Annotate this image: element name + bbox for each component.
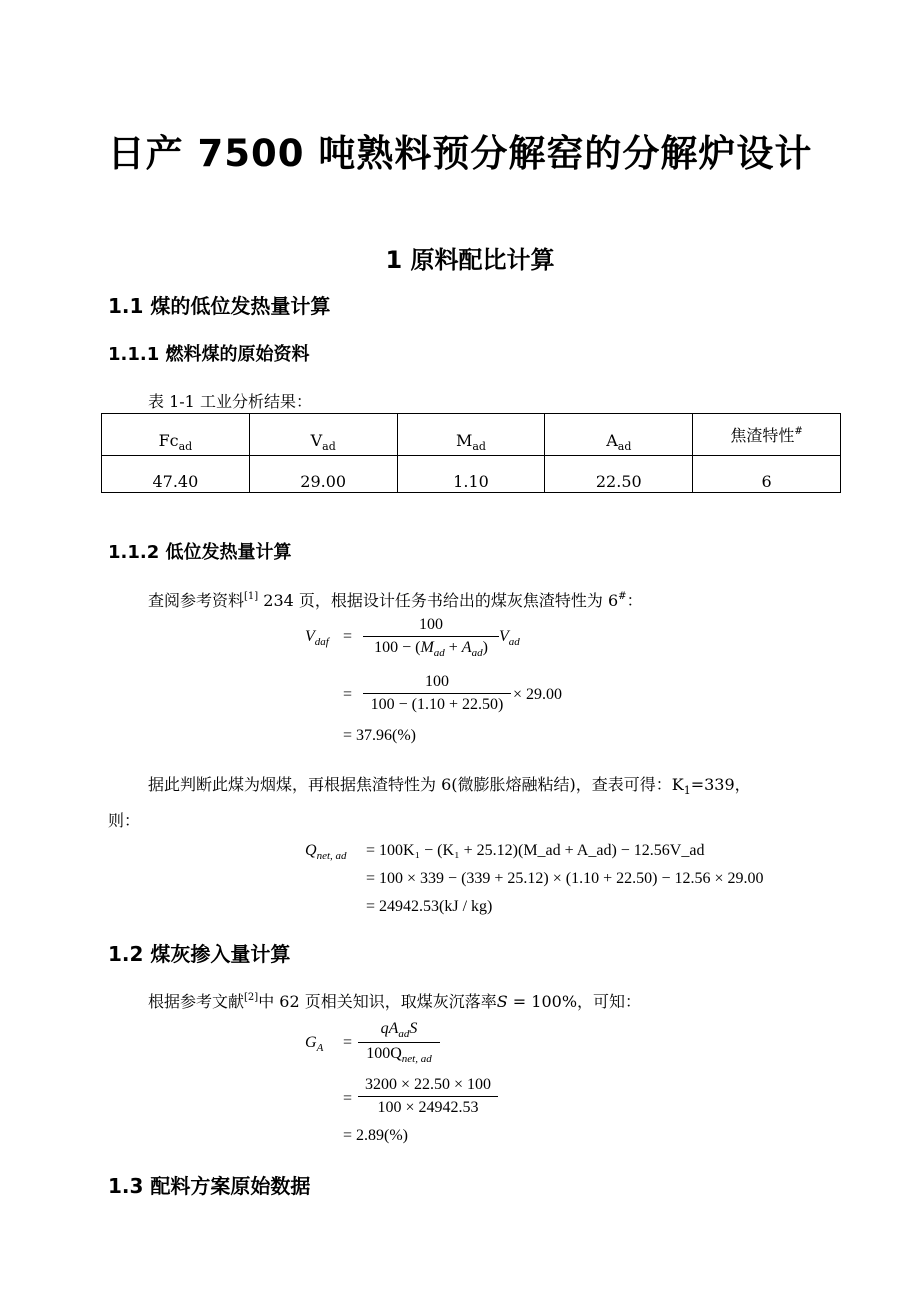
eq2-line-3: = 24942.53(kJ / kg) [366, 898, 493, 915]
eq1-equals-2: = [343, 686, 353, 703]
section-heading-1-1-1: 1.1.1 燃料煤的原始资料 [108, 344, 310, 365]
section-heading-1-1-2: 1.1.2 低位发热量计算 [108, 542, 292, 563]
table-cell: 1.10 [397, 456, 545, 493]
table-header-cell: $Fc_{ad}$ [102, 414, 250, 456]
paragraph-coal-type: 据此判断此煤为烟煤，再根据焦渣特性为 6(微膨胀熔融粘结)，查表可得：$K_1=339$， [148, 775, 751, 798]
eq3-result: = 2.89(%) [343, 1127, 409, 1144]
paragraph-reference-1: 查阅参考资料[1] 234 页，根据设计任务书给出的煤灰焦渣特性为 6#： [148, 591, 643, 610]
analysis-table [101, 413, 841, 493]
eq2-line-1: = 100K₁ − (K₁ + 25.12)(M_ad + A_ad) − 12.56V_ad [366, 842, 705, 859]
table-cell: 22.50 [545, 456, 693, 493]
table-header-cell: 焦渣特性# [693, 414, 841, 456]
eq1-fraction-1: 100 $100 - (M_{ad} + A_{ad})$ [363, 616, 499, 659]
table-header-cell: $A_{ad}$ [545, 414, 693, 456]
table-header-cell: $M_{ad}$ [397, 414, 545, 456]
paragraph-then: 则： [108, 811, 141, 830]
eq3-fraction-1: $qA_{ad}S$ $100Q_{net, ad}$ [358, 1020, 440, 1065]
table-cell: 29.00 [249, 456, 397, 493]
eq1-equals: = [343, 628, 353, 645]
eq1-fraction-2: 100 100 − (1.10 + 22.50) [363, 673, 511, 714]
table-cell: 47.40 [102, 456, 250, 493]
section-heading-1-1: 1.1 煤的低位发热量计算 [108, 294, 331, 318]
eq2-line-2: = 100 × 339 − (339 + 25.12) × (1.10 + 22.50) − 12.56 × 29.00 [366, 870, 764, 887]
section-heading-1-3: 1.3 配料方案原始数据 [108, 1174, 311, 1198]
eq3-equals-2: = [343, 1090, 353, 1107]
table-header-cell: $V_{ad}$ [249, 414, 397, 456]
eq1-tail: $V_{ad}$ [499, 628, 520, 649]
eq3-lhs: $G_A$ [305, 1034, 324, 1055]
eq1-result: = 37.96(%) [343, 727, 417, 744]
eq2-lhs: $Q_{net, ad}$ [305, 842, 347, 863]
eq3-fraction-2: 3200 × 22.50 × 100 100 × 24942.53 [358, 1076, 498, 1117]
chapter-heading: 1 原料配比计算 [385, 246, 555, 274]
eq1-lhs: $V_{daf}$ [305, 628, 329, 649]
document-title: 日产 7500 吨熟料预分解窑的分解炉设计 [107, 132, 813, 175]
eq3-equals: = [343, 1034, 353, 1051]
paragraph-reference-2: 根据参考文献[2]中 62 页相关知识，取煤灰沉落率S = 100%，可知： [148, 992, 642, 1011]
table-cell: 6 [693, 456, 841, 493]
eq1-tail-2: × 29.00 [513, 686, 563, 703]
section-heading-1-2: 1.2 煤灰掺入量计算 [108, 942, 291, 966]
table-caption: 表 1-1 工业分析结果： [148, 392, 312, 411]
